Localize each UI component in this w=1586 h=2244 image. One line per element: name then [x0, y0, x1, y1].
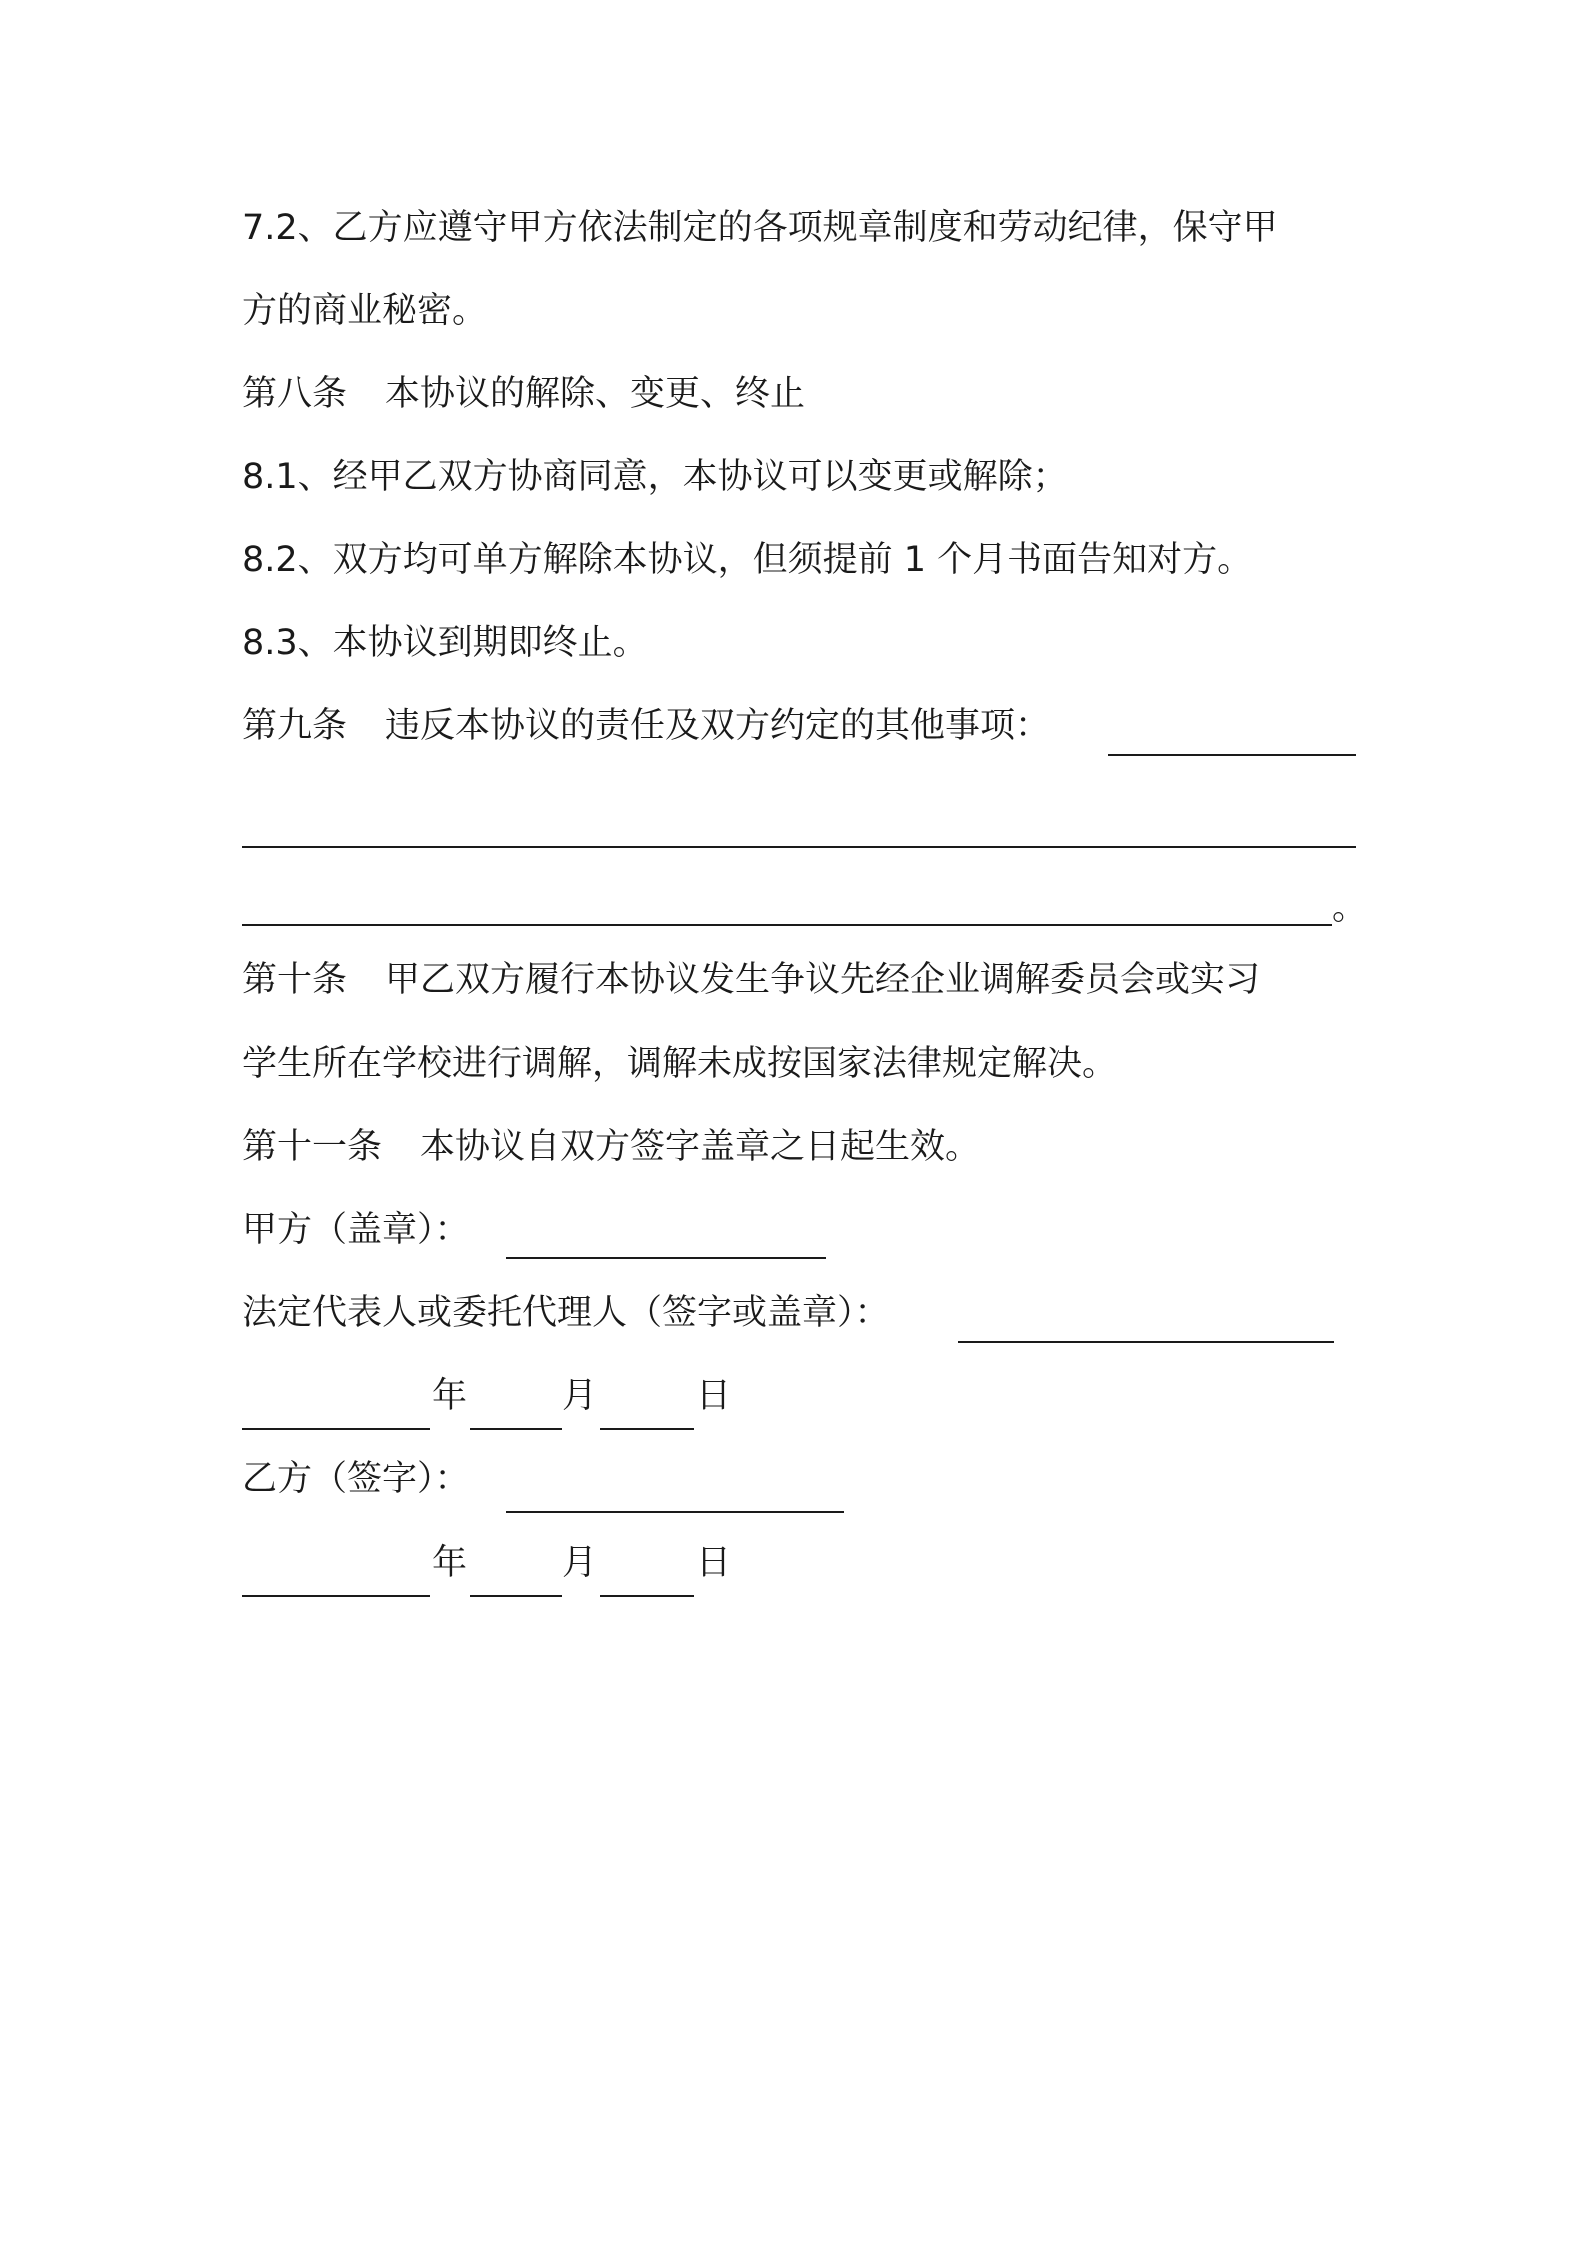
clause-8-3: 8.3、本协议到期即终止。 [242, 623, 648, 663]
party-b-year-label: 年 [432, 1543, 468, 1583]
representative-signature-line[interactable] [958, 1341, 1334, 1343]
article-9-blank-line-2[interactable] [242, 846, 1356, 848]
party-a-month-blank[interactable] [470, 1428, 562, 1430]
clause-7-2-line-2: 方的商业秘密。 [242, 291, 488, 331]
article-10-text-1: 甲乙双方履行本协议发生争议先经企业调解委员会或实习 [385, 960, 1261, 1000]
article-8-title: 本协议的解除、变更、终止 [385, 374, 806, 414]
party-a-year-label: 年 [432, 1376, 468, 1416]
party-a-signature-line[interactable] [506, 1257, 826, 1259]
clause-7-2-line-1: 7.2、乙方应遵守甲方依法制定的各项规章制度和劳动纪律，保守甲 [242, 208, 1278, 248]
party-a-day-blank[interactable] [600, 1428, 694, 1430]
party-b-label: 乙方（签字）： [242, 1459, 470, 1499]
party-a-year-blank[interactable] [242, 1428, 430, 1430]
article-9-blank-line-1[interactable] [1108, 754, 1356, 756]
clause-8-2: 8.2、双方均可单方解除本协议，但须提前 1 个月书面告知对方。 [242, 540, 1253, 580]
representative-label: 法定代表人或委托代理人（签字或盖章）： [242, 1293, 890, 1333]
article-10-line-1 [242, 952, 1260, 1008]
article-10-label: 第十条 [242, 960, 348, 1000]
article-9-heading [242, 698, 1050, 754]
party-b-signature-line[interactable] [506, 1511, 844, 1513]
article-10-line-2: 学生所在学校进行调解，调解未成按国家法律规定解决。 [242, 1044, 1118, 1084]
party-b-day-label: 日 [696, 1543, 732, 1583]
article-9-end-mark: 。 [1332, 888, 1368, 928]
party-b-year-blank[interactable] [242, 1595, 430, 1597]
article-9-blank-line-3[interactable] [242, 924, 1332, 926]
article-9-title: 违反本协议的责任及双方约定的其他事项： [385, 706, 1051, 746]
party-b-month-label: 月 [562, 1543, 598, 1583]
party-a-month-label: 月 [562, 1376, 598, 1416]
party-a-label: 甲方（盖章）： [242, 1210, 470, 1250]
article-11-text: 本协议自双方签字盖章之日起生效。 [420, 1127, 981, 1167]
article-9-label: 第九条 [242, 706, 348, 746]
article-11-label: 第十一条 [242, 1127, 383, 1167]
article-8-heading [242, 366, 805, 422]
clause-8-1: 8.1、经甲乙双方协商同意，本协议可以变更或解除； [242, 457, 1068, 497]
article-11 [242, 1119, 980, 1175]
article-8-label: 第八条 [242, 374, 348, 414]
party-b-month-blank[interactable] [470, 1595, 562, 1597]
party-b-day-blank[interactable] [600, 1595, 694, 1597]
party-a-day-label: 日 [696, 1376, 732, 1416]
